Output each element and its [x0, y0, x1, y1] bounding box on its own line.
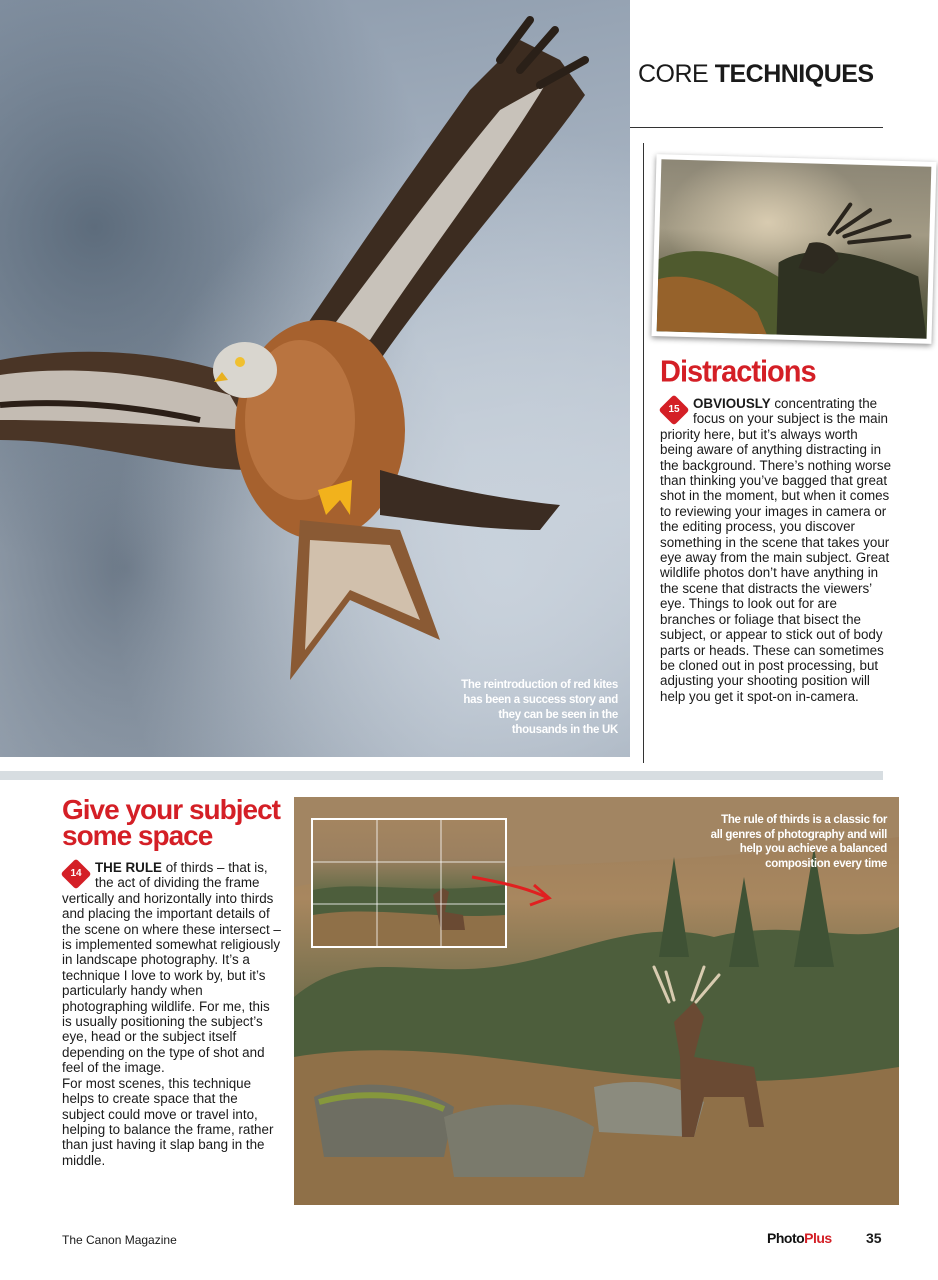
- page-number: 35: [866, 1230, 882, 1246]
- red-kite-illustration: [0, 0, 630, 757]
- section-header-light: CORE: [638, 60, 709, 88]
- stag-silhouette-illustration: [657, 159, 932, 338]
- thirds-grid: [313, 820, 505, 946]
- stag-photo: [294, 797, 899, 1205]
- header-rule: [630, 127, 883, 128]
- space-lead: THE RULE: [95, 860, 162, 875]
- space-text: of thirds – that is, the act of dividing the frame vertically and horizontally into thirds and placing the important details of the scene on where these intersect – is implemented somewhat religiously in landscape photography. It’s a technique I love to work by, but it’s particularly handy when photographing wildlife. For me, this is usually positioning the subject’s eye, head or the subject itself depending on the type of shot and feel of the image.: [62, 860, 281, 1076]
- tip-number: 14: [70, 868, 82, 879]
- deer-thumbnail-frame: [652, 154, 937, 344]
- footer-brand-logo: [767, 1230, 832, 1246]
- tip-number: 15: [668, 404, 680, 415]
- space-title: Give your subject some space: [62, 794, 280, 851]
- distractions-title: Distractions: [660, 355, 816, 389]
- kite-photo-caption: The reintroduction of red kites has been a success story and they can be seen in the thousands in the UK: [461, 679, 618, 736]
- distractions-body: [660, 396, 892, 704]
- distractions-text: concentrating the focus on your subject is the main priority here, but it’s always worth being aware of anything distracting in the background. There’s nothing worse than thinking you’ve bagged that great shot in the moment, but when it comes to reviewing your images in camera or the editing process, you discover something in the scene that takes your eye away from the main subject. Great wildlife photos don’t have anything in the scene that distracts the viewers’ eye. Things to look out for are branches or foliage that bisect the subject, or appear to stick out of body parts or heads. These can sometimes be cloned out in post processing, but adjusting your shooting position will help you get it spot-on in-camera.: [660, 396, 892, 704]
- distractions-lead: OBVIOUSLY: [693, 396, 771, 411]
- divider-band: [0, 771, 883, 780]
- section-header-bold: TECHNIQUES: [714, 60, 874, 88]
- deer-thumbnail-photo: [657, 159, 932, 338]
- stag-photo-caption: The rule of thirds is a classic for all genres of photography and will help you achieve a balanced composition every time: [710, 814, 887, 870]
- tip-number-badge: [60, 858, 91, 889]
- brand-plus: Plus: [804, 1230, 832, 1246]
- brand-photo: Photo: [767, 1230, 805, 1246]
- rule-of-thirds-inset: [311, 818, 507, 948]
- space-body: [62, 860, 282, 1168]
- tip-number-badge: [658, 394, 689, 425]
- column-rule: [643, 143, 644, 763]
- red-kite-photo: [0, 0, 630, 757]
- space-text-2: For most scenes, this technique helps to create space that the subject could move or travel into, helping to balance the frame, rather than just having it slap bang in the middle.: [62, 1075, 274, 1168]
- footer-magazine-name: The Canon Magazine: [62, 1233, 177, 1247]
- section-header: [638, 60, 874, 89]
